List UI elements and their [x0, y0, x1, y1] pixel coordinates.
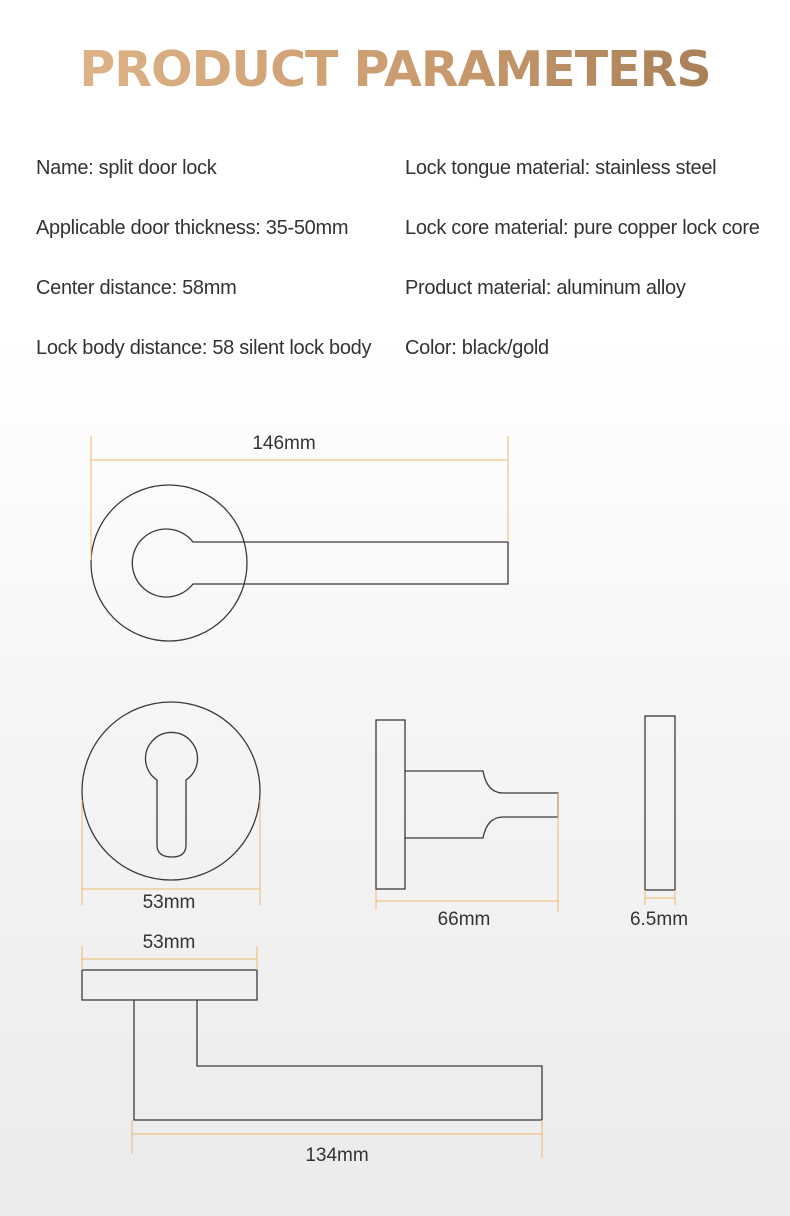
- param-product-material: Product material: aluminum alloy: [405, 277, 686, 299]
- top-rosette-outline: [82, 970, 257, 1000]
- dimension-label-handle-length: 146mm: [252, 433, 316, 454]
- page-title: PRODUCT PARAMETERS: [0, 38, 790, 102]
- top-lever-outline: [134, 1000, 542, 1120]
- param-door-thickness: Applicable door thickness: 35-50mm: [36, 217, 349, 239]
- param-lock-body-distance: Lock body distance: 58 silent lock body: [36, 337, 372, 359]
- keyhole-rosette-outline: [82, 702, 260, 880]
- dimension-label-rosette-thickness: 6.5mm: [629, 909, 689, 930]
- param-name: Name: split door lock: [36, 157, 217, 179]
- param-center-distance: Center distance: 58mm: [36, 277, 237, 299]
- param-core-material: Lock core material: pure copper lock core: [405, 217, 760, 239]
- dimension-label-rosette-diameter: 53mm: [142, 892, 196, 913]
- param-tongue-material: Lock tongue material: stainless steel: [405, 157, 717, 179]
- dimension-label-rosette-width: 53mm: [142, 932, 196, 953]
- top-view-handle: [82, 970, 542, 1120]
- front-rosette-outline: [91, 485, 247, 641]
- param-color: Color: black/gold: [405, 337, 549, 359]
- side-lever-outline: [405, 771, 558, 838]
- side-view-handle: [376, 720, 558, 889]
- rosette-cover-side-outline: [645, 716, 675, 890]
- front-lever-outline: [132, 529, 508, 597]
- keyhole-outline: [146, 732, 198, 857]
- dimension-label-handle-depth: 66mm: [437, 909, 491, 930]
- dimension-label-lever-length: 134mm: [305, 1145, 369, 1166]
- side-rosette-outline: [376, 720, 405, 889]
- dimension-lines: [82, 436, 675, 1158]
- keyhole-rosette-view: [82, 702, 260, 880]
- front-view-handle: [91, 485, 508, 641]
